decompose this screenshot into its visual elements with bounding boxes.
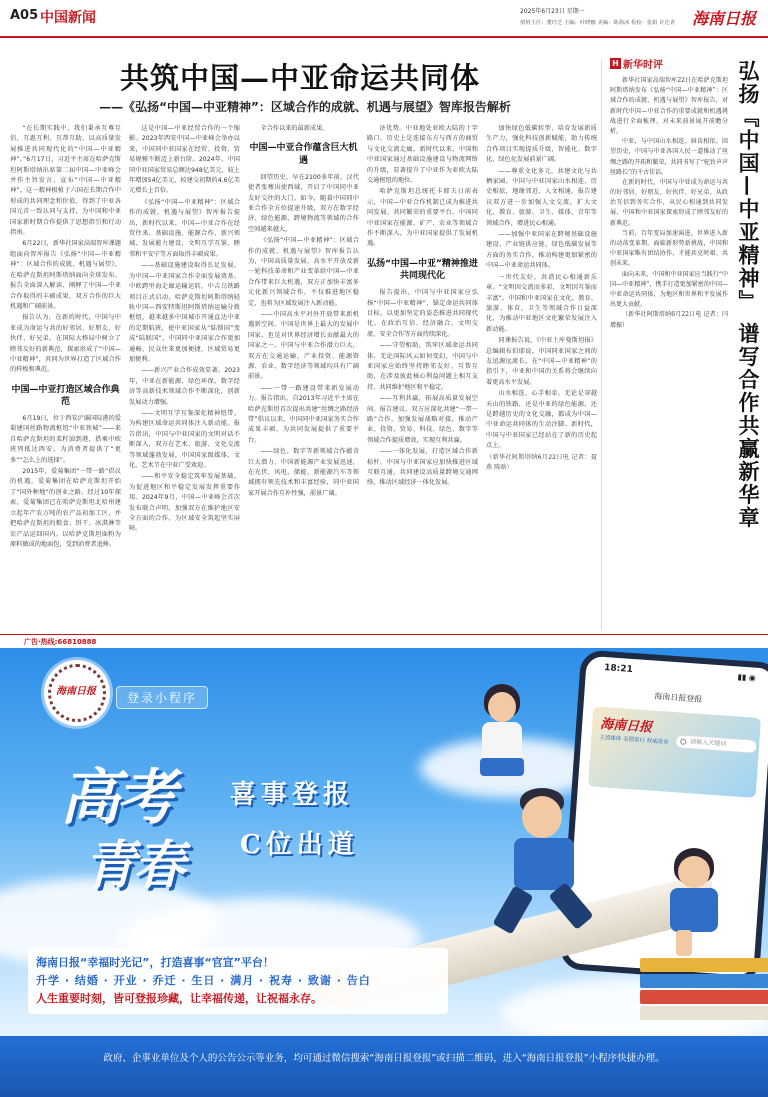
promo-headline: 海南日报“幸福时光记”，打造喜事“官宣”平台！ <box>36 956 274 969</box>
promo-tagline: 人生重要时刻，皆可登报珍藏，让幸福传递，让祝福永存。 <box>36 992 322 1005</box>
ad-slogan-1: 喜事登报 <box>230 780 355 810</box>
section-name: 中国新闻 <box>40 10 96 26</box>
paragraph: ——中国高水平对外开放带来新机遇新空间。中国是世界上最大的发展中国家，也是对世界经济增长贡献最大的国家之一。中国与中亚合作潜力巨大，双方在交通运输、产业投资、能源资源、农业、数字经济等领域均具有广阔前景。 <box>248 310 359 381</box>
paragraph: 回望历史，早在2100多年前，汉代使者张骞出使西域，开启了中国同中亚友好交往的大门。如今，随着中国同中亚合作全方位提速升级，双方在数字经济、绿色能源、跨境物流等领域的合作空间越来越大。 <box>248 173 359 233</box>
qr-logo: 海南日报 <box>56 686 96 697</box>
masthead <box>0 0 768 38</box>
section-heading: 中国—中亚打造区域合作典范 <box>11 384 120 407</box>
signal-icon: ▮▮ ◉ <box>737 672 757 683</box>
article-column-1 <box>10 124 121 624</box>
newspaper-logo: 海南日报 <box>692 9 757 28</box>
girl-leg <box>676 930 692 956</box>
article-column-3 <box>248 124 359 624</box>
boy-head <box>522 796 562 838</box>
article-subhead: ——《弘扬“中国—中亚精神”：区域合作的成就、机遇与展望》智库报告解析 <box>99 100 511 114</box>
paragraph: ——互利共赢，拓展高质量发展空间。报告建议，双方应深化共建“一带一路”合作，加强发展战略对接，推动产业、投资、贸易、科技、绿色、数字等领域合作提质增效，实现互利共赢。 <box>367 395 478 444</box>
paragraph: ——加强中亚国家在跨境基础设施建设、产业链供应链、绿色低碳发展等方面的务实合作，推动构建更加紧密的中国—中亚命运共同体。 <box>486 231 597 270</box>
girl-shirt <box>482 722 522 762</box>
student-girl-illustration <box>650 848 740 958</box>
section-heading: 弘扬“中国—中亚”精神推进共同现代化 <box>367 258 478 282</box>
paragraph: ——文明互学互鉴深化精神纽带。为构建区域命运共同体注入新动能。报告指出，中国与中亚国家的文明对话不断深入，双方在艺术、旅游、文化交流等领域蓬勃发展，中国国家级媒体、文化、艺术节在中亚广受欢迎。 <box>129 409 240 469</box>
girl-shirt <box>670 888 718 932</box>
book <box>640 990 768 1004</box>
ad-title-qingchun: 青春 <box>84 835 183 896</box>
phone-banner <box>588 706 761 798</box>
paragraph: 6月22日，新华社国家高端智库课题组面向智库报告《弘扬“中国—中亚精神”：区域合作的成就、机遇与展望》，在哈萨克斯坦阿斯塔纳面向全球发布。报告全面深入解读、阐释了中国—中亚合作取得的丰硕成果，双方合作的巨大机遇和广阔前景。 <box>10 240 121 310</box>
article-column-4 <box>367 124 478 624</box>
girl-skirt <box>480 758 524 776</box>
paragraph: 报告认为，在新的时代，中国与中亚成为命运与共的好邻居、好朋友、好伙伴、好兄弟，在国际大格局中树立了睦邻友好的新典范，探索形成了“中国—中亚精神”，共同为世界打造了区域合作的样板和典范。 <box>10 314 121 374</box>
paragraph: 中亚，与中国山水相连、唇齿相依。回望历史，中国与中亚各国人民一道推动了丝绸之路的开拓和繁荣，共同书写了“驼铃声声丝路长”的千古佳话。 <box>610 138 728 176</box>
girl-head <box>488 692 516 722</box>
paragraph: 《弘扬“中国—中亚精神”：区域合作的成就、机遇与展望》智库报告认为，中国高质量发展、高水平开放及新一轮科技革命和产业变革给中国—中亚合作带来巨大机遇，双方正加快丰富多元化新兴领域合作，不仅推进地区稳定，也将为区域发展注入新动能。 <box>248 237 359 307</box>
mini-program-qr-code[interactable] <box>44 660 110 726</box>
book <box>640 974 768 988</box>
book <box>640 958 768 972</box>
editor-credits: 值班主任：董玲芝 主编：叶晓娜 美编：陈海冰 检校：张娟 许达青 <box>520 20 676 26</box>
issue-date: 2025年6月23日 星期一 <box>520 8 585 15</box>
advertisement <box>0 648 768 1097</box>
paragraph: ——和平安全稳定筑牢发展基础。为促进地区和平稳定发展发挥重要作用。2024年9月，中国—中亚峰会首次发布联合声明，加强双方在维护地区安全方面的合作，为区域安全筑起坚实屏障。 <box>129 473 240 533</box>
paragraph: ——守望相助，筑牢区域命运共同体。无论国际风云如何变幻，中国与中亚国家应始终坚持睦邻友好、互帮互助，在涉及彼此核心利益问题上相互支持，共同维护地区和平稳定。 <box>367 342 478 391</box>
paragraph: 加快绿色低碳转型，培育发展新质生产力，强化科技创新赋能，助力传统合作项目实现提质升级，智能化、数字化、绿色化发展前景广阔。 <box>486 125 597 164</box>
section-heading: 中国—中亚合作蕴含巨大机遇 <box>249 143 358 166</box>
paragraph: 当前，百年变局加速演进，世界进入新的动荡变革期。面临新形势新挑战，中国和中亚国家唯有团结协作，才能共克时艰、共创未来。 <box>610 229 728 268</box>
paragraph: ——一体化发展，打造区域合作新标杆。中国与中亚国家应加快推进区域互联互通，共同建设高质量跨境交通网络，推动区域经济一体化发展。 <box>367 448 478 487</box>
article-byline: （新华社阿斯塔纳6月22日电 记者：聂燕 陈晗） <box>486 453 597 471</box>
paragraph: 2015年，爱菊集团“一带一路”倡议的机遇，爱菊集团在哈萨克斯坦开始了“国外种地”的创业之路。经过10年探索，爱菊集团已在哈萨克斯坦北哈州建立起年产农万吨的农产品初加工区，并把哈萨克斯坦的粮食、饼干、冰淇淋等农产品运回国内。以哈萨克斯坦面粉为原料做成的地面包，受到消费者追捧。 <box>10 468 121 548</box>
promo-occasions: 升学 · 结婚 · 开业 · 乔迁 · 生日 · 满月 · 祝寿 · 致谢 · 告白 <box>36 974 371 987</box>
ad-title-gaokao: 高考 <box>60 763 172 833</box>
mini-program-label: 登录小程序 <box>116 686 208 709</box>
paragraph: 一世代友好，共谱民心相通新乐章。“文明因交流而多彩，文明因互鉴而丰富”。中国和中亚国家在文化、教育、旅游、体育、卫生等领域合作日益深化，为推动中亚地区文化繁荣发展注入新动能。 <box>486 273 597 333</box>
paragraph: 6月19日，位于西安浐灞国际港的爱菊建国丝路物流枢纽“中亚铁城”——来自哈萨克斯坦的菜籽油到港，搭乘中欧班列抵达西安，为消费者提供了“更多”“怎么上的选择”。 <box>10 415 121 464</box>
paragraph: 济优势。中亚地处亚欧大陆的十字路口，历史上是连接东方与西方的商贸与文化交流走廊。新时代以来，中国和中亚国家通过基础设施建设与物流网络的升级，显著提升了中亚作为亚欧大陆交通枢纽的地位。 <box>367 125 478 185</box>
paragraph: ——绿色、数字等新领域合作蕴含巨大潜力。中国新能源产业发展迅速，在光伏、风电、储能、新能源汽车等领域拥有领先技术和丰富经验，同中亚国家开展合作互补性强，前景广阔。 <box>248 448 359 497</box>
paragraph: “在长期实践中，我们秉承互尊互信、互惠互利、互帮互助、以高质量发展推进共同现代化的“中国—中亚精神”。”6月17日，习近平主席在哈萨克斯坦阿斯塔纳出席第二届中国—中亚峰会并作主旨发言，宣布“中国—中亚精神”。这一精神根植于六国在长期合作中形成的共同理念和价值，得到了中亚各国元首一致认同与支持，为中国和中亚国家新时期合作提供了思想指引和行动指南。 <box>10 125 121 237</box>
search-placeholder: 请输入关键词 <box>689 738 727 748</box>
xinhua-icon: H <box>610 58 621 69</box>
ad-footer-text: 政府、企事业单位及个人的公告公示等业务，均可通过微信搜索“海南日报登报”或扫描二维码，进入“海南日报登报”小程序快捷办理。 <box>103 1053 665 1064</box>
sidebar-divider <box>601 60 602 630</box>
paragraph: ——基础设施建设取得长足发展。为中国—中亚国家合作全面发展奠基。中欧跨里海走廊运输运转，中吉乌铁路项目正式启动，哈萨克斯坦阿斯塔纳轻轨中国—西安特斯坦阿斯塔纳运输分拨枢纽，越来越多中国城市开通直达中亚的定期航班，使中亚国家从“陆锁国”变成“陆联国”，中国同中亚国家合作更加通畅，民众往来更加便捷，区域贸易更加便利。 <box>129 262 240 363</box>
phone-logo: 海南日报 <box>599 716 653 736</box>
books-illustration <box>640 948 768 1038</box>
paragraph: ——新兴产业合作成效显著。2023年，中亚在新能源、绿色环保、数字经济等高新技术领域合作不断深化，创新发展动力增强。 <box>129 367 240 406</box>
paragraph: 哈萨克斯坦总统托卡耶夫日前表示，中国—中亚合作机制已成为推进共同发展、共同繁荣的重要平台。中国同中亚国家在能源、矿产、农业等领域合作不断深入，为中亚国家提供了发展机遇。 <box>367 188 478 248</box>
paragraph: 报告提出，中国与中亚国家应弘扬“中国—中亚精神”，锚定命运共同体目标，以更加坚定的姿态推进共同现代化，在政治互信、经济融合、文明交流、安全合作等方面持续深化。 <box>367 289 478 338</box>
commentary-badge-label: 新华时评 <box>623 60 663 71</box>
boy-leg <box>492 885 533 934</box>
paragraph: ——一带一路建设带来新发展动力。报告指出，自2013年习近平主席在哈萨克斯坦首次提出共建“丝绸之路经济带”倡议以来，中国同中亚国家务实合作成果丰硕，为共同发展提供了重要平台。 <box>248 384 359 444</box>
paragraph: 同课报告说，《中亚土库曼斯坦报》总编辑布伯耶说，中国同亚国家之间的友谊源远流长，在“中国—中亚精神”的指引下，中亚和中国的关系将会继续向着更高水平发展。 <box>486 337 597 386</box>
girl-head <box>678 856 710 888</box>
article-column-5 <box>486 124 597 624</box>
paragraph: 在新的时代，中国与中亚成为命运与共的好邻居、好朋友、好伙伴、好兄弟。从政治互信到务实合作，从民心相通到共同发展，中国和中亚国家探索形成了睦邻友好的新典范。 <box>610 178 728 227</box>
commentary-byline: （新华社阿斯塔纳6月22日电 记者：闫增振） <box>610 311 728 329</box>
article-column-2 <box>129 124 240 624</box>
paragraph: ——尊重文化多元，共建文化与共栖家园。中国与中亚国家山水相连、历史相依，地缘邻近、人文相通。报告建议双方进一步加强人文交流，扩大文化、教育、旅游、卫生、媒体、青年等领域合作，增进民心相通。 <box>486 167 597 227</box>
ad-strip <box>0 634 768 648</box>
phone-tagline: 主流媒体 全国发行 权威发布 <box>599 734 669 746</box>
paragraph: 新华社国家高端智库22日在哈萨克斯坦阿斯塔纳发布《弘扬“中国—中亚精神”：区域合作的成就、机遇与展望》智库报告，对新时代中国—中亚合作的重要成就和机遇挑战进行全面梳理，对未来前景展开前瞻分析。 <box>610 77 728 135</box>
ad-footer-band <box>0 1036 768 1097</box>
ad-slogan-2: C位出道 <box>240 830 359 860</box>
paragraph: 这是中国—中亚经贸合作的一个缩影。2023年西安中国—中亚峰会举办以来，中国同中亚国家在经贸、投资、贸易规模不断迈上新台阶。2024年，中国同中亚国家贸易总额达948亿美元，较上年增加54亿美元，较建交初期的4.6亿美元增长上百倍。 <box>129 125 240 195</box>
ad-hotline: 广告·热线:66810888 <box>24 638 97 646</box>
phone-status-time: 18:21 <box>603 663 634 676</box>
page-number: A05 <box>10 8 39 23</box>
article-headline: 共筑中国—中亚命运共同体 <box>119 61 480 95</box>
student-boy-illustration <box>490 788 610 938</box>
paragraph: 山水相连、心手相牵。无论是穿越天山的铁路，还是中亚的绿色能源、还是跨越历史的文化交融，都成为中国—中亚命运共同体的生动注脚。新时代，中国与中亚国家已经站在了新的历史起点上。 <box>486 390 597 450</box>
book <box>640 1006 768 1020</box>
commentary-badge <box>610 56 684 72</box>
phone-app-title: 海南日报登报 <box>654 691 703 704</box>
search-icon <box>680 739 686 745</box>
commentary-body <box>610 76 728 642</box>
phone-search-input[interactable] <box>675 734 758 754</box>
paragraph: 《弘扬“中国—中亚精神”：区域合作的成就、机遇与展望》智库报告提出，新时代以来，中国—中亚合作在经贸往来、基础设施、能源合作、新兴领域、发展能力建设、文明互学互鉴、睦邻和平安宁等方面取得丰硕成果。 <box>129 198 240 258</box>
commentary-title: 弘扬『中国—中亚精神』 谱写合作共赢新华章 <box>736 60 761 530</box>
boy-shirt <box>514 838 574 890</box>
paragraph: 面向未来，中国和中亚国家应当践行“中国—中亚精神”，携手打造更加紧密的中国—中亚命运共同体，为地区和世界和平发展作出更大贡献。 <box>610 270 728 309</box>
paragraph: 全合作以来的最新成果。 <box>260 125 329 132</box>
boy-leg <box>548 882 593 930</box>
student-girl-illustration <box>470 684 540 794</box>
